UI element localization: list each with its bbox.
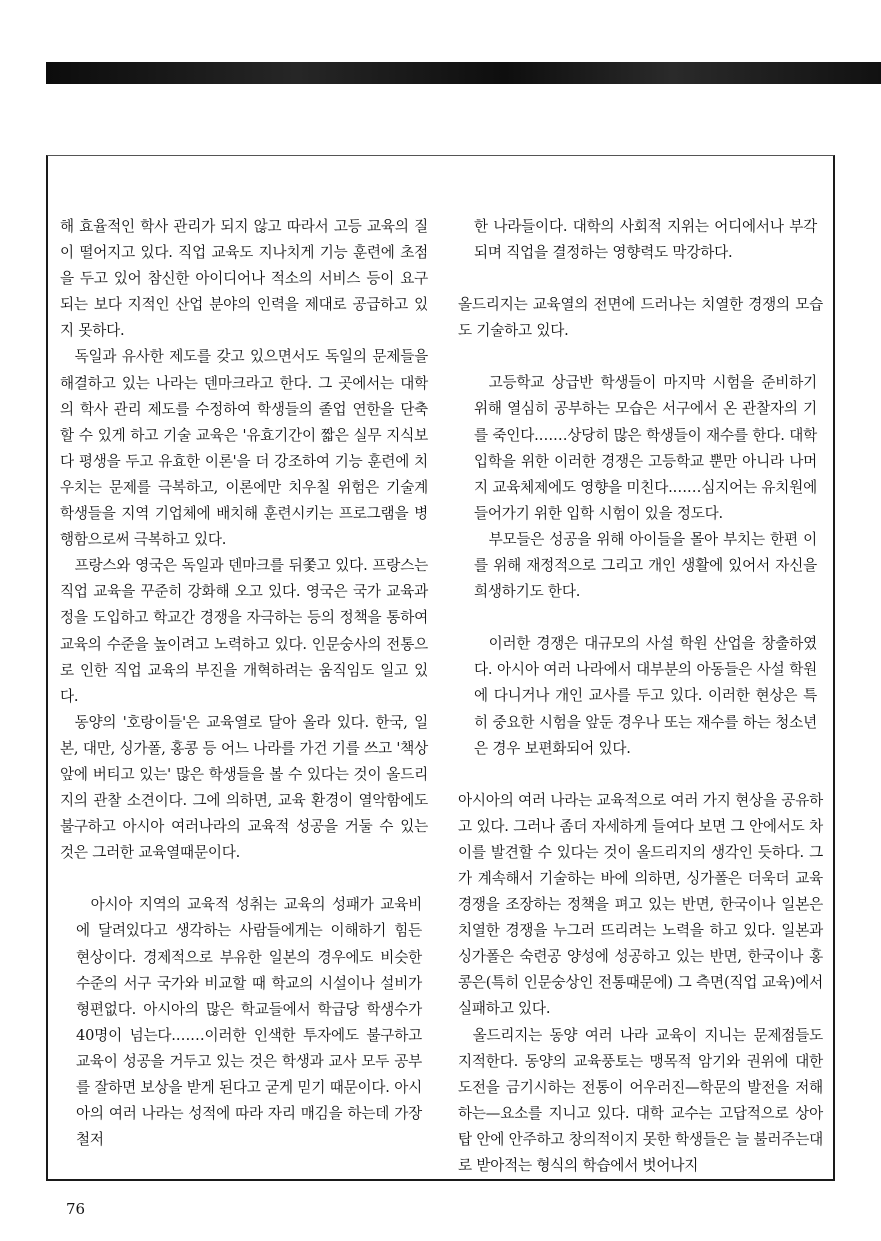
header-bar <box>46 62 881 84</box>
quote-paragraph: 부모들은 성공을 위해 아이들을 몰아 부치는 한편 이를 위해 재정적으로 그리고 개인 생활에 있어서 자신을 희생하기도 한다. <box>474 530 817 601</box>
quote-paragraph: 아시아 지역의 교육적 성취는 교육의 성패가 교육비에 달려있다고 생각하는 사람들에게는 이해하기 힘든 현상이다. 경제적으로 부유한 일본의 경우에도 비슷한 수준의 서구 국가와 비교할 때 학교의 시설이나 설비가 형편없다. 아시아의 많은 학교들에서 학급당 학생수가 40명이 넘는다.……이러한 인색한 투자에도 불구하고 교육이 성공을 거두고 있는 것은 학생과 교사 모두 공부를 잘하면 보상을 받게 된다고 굳게 믿기 때문이다. 아시아의 여러 나라는 성적에 따라 자리 매김을 하는데 가장 철저 <box>76 896 422 1149</box>
block-quote <box>458 214 823 266</box>
paragraph: 올드리지는 교육열의 전면에 드러나는 치열한 경쟁의 모습도 기술하고 있다. <box>458 296 823 340</box>
page-number: 76 <box>66 1200 86 1218</box>
spacer <box>60 866 428 892</box>
right-column <box>458 214 823 1179</box>
paragraph: 해 효율적인 학사 관리가 되지 않고 따라서 고등 교육의 질이 떨어지고 있다. 직업 교육도 지나치게 기능 훈련에 초점을 두고 있어 참신한 아이디어나 적소의 서비스 등이 요구되는 보다 지적인 산업 분야의 인력을 제대로 공급하고 있지 못하다. <box>60 218 428 340</box>
paragraph: 올드리지는 동양 여러 나라 교육이 지니는 문제점들도 지적한다. 동양의 교육풍토는 맹목적 암기와 권위에 대한 도전을 금기시하는 전통이 어우러진—학문의 발전을 저해하는—요소를 지니고 있다. 대학 교수는 고답적으로 상아탑 안에 안주하고 창의적이지 못한 학생들은 늘 불러주는대로 받아적는 형식의 학습에서 벗어나지 <box>458 1026 823 1174</box>
paragraph: 아시아의 여러 나라는 교육적으로 여러 가지 현상을 공유하고 있다. 그러나 좀더 자세하게 들여다 보면 그 안에서도 차이를 발견할 수 있다는 것이 올드리지의 생각인 듯하다. 그가 계속해서 기술하는 바에 의하면, 싱가폴은 더욱더 교육 경쟁을 조장하는 정책을 펴고 있는 반면, 한국이나 일본은 치열한 경쟁을 누그러 뜨리려는 노력을 하고 있다. 일본과 싱가폴은 숙련공 양성에 성공하고 있는 반면, 한국이나 홍콩은(특히 인문숭상인 전통때문에) 그 측면(직업 교육)에서 실패하고 있다. <box>458 791 823 1018</box>
quote-paragraph: 한 나라들이다. 대학의 사회적 지위는 어디에서나 부각되며 직업을 결정하는 영향력도 막강하다. <box>474 218 817 262</box>
block-quote <box>458 370 823 605</box>
paragraph: 프랑스와 영국은 독일과 덴마크를 뒤쫓고 있다. 프랑스는 직업 교육을 꾸준히 강화해 오고 있다. 영국은 국가 교육과정을 도입하고 학교간 경쟁을 자극하는 등의 정책을 통하여 교육의 수준을 높이려고 노력하고 있다. 인문숭사의 전통으로 인한 직업 교육의 부진을 개혁하려는 움직임도 일고 있다. <box>60 557 428 705</box>
quote-paragraph: 이러한 경쟁은 대규모의 사설 학원 산업을 창출하였다. 아시아 여러 나라에서 대부분의 아동들은 사설 학원에 다니거나 개인 교사를 두고 있다. 이러한 현상은 특히 중요한 시험을 앞둔 경우나 또는 재수를 하는 청소년은 경우 보편화되어 있다. <box>474 635 817 757</box>
block-quote <box>458 631 823 761</box>
spacer <box>458 762 823 788</box>
quote-paragraph: 고등학교 상급반 학생들이 마지막 시험을 준비하기 위해 열심히 공부하는 모습은 서구에서 온 관찰자의 기를 죽인다.……상당히 많은 학생들이 재수를 한다. 대학 입학을 위한 이러한 경쟁은 고등학교 뿐만 아니라 나머지 교육체제에도 영향을 미친다.……심지어는 유치원에 들어가기 위한 입학 시험이 있을 정도다. <box>474 374 817 522</box>
spacer <box>458 605 823 631</box>
paragraph: 독일과 유사한 제도를 갖고 있으면서도 독일의 문제들을 해결하고 있는 나라는 덴마크라고 한다. 그 곳에서는 대학의 학사 관리 제도를 수정하여 학생들의 졸업 연한을 단축할 수 있게 하고 기술 교육은 '유효기간이 짧은 실무 지식보다 평생을 두고 유효한 이론'을 더 강조하여 기능 훈련에 치우치는 문제를 극복하고, 이론에만 치우칠 위험은 기술계 학생들을 지역 기업체에 배치해 훈련시키는 프로그램을 병행함으로써 극복하고 있다. <box>60 348 428 549</box>
left-column <box>60 214 428 1153</box>
paragraph: 동양의 '호랑이들'은 교육열로 달아 올라 있다. 한국, 일본, 대만, 싱가폴, 홍콩 등 어느 나라를 가건 기를 쓰고 '책상 앞에 버티고 있는' 많은 학생들을 볼 수 있다는 것이 올드리지의 관찰 소견이다. 그에 의하면, 교육 환경이 열악함에도 불구하고 아시아 여러나라의 교육적 성공을 거둘 수 있는 것은 그러한 교육열때문이다. <box>60 713 428 862</box>
spacer <box>458 266 823 292</box>
block-quote <box>60 892 428 1153</box>
spacer <box>458 344 823 370</box>
